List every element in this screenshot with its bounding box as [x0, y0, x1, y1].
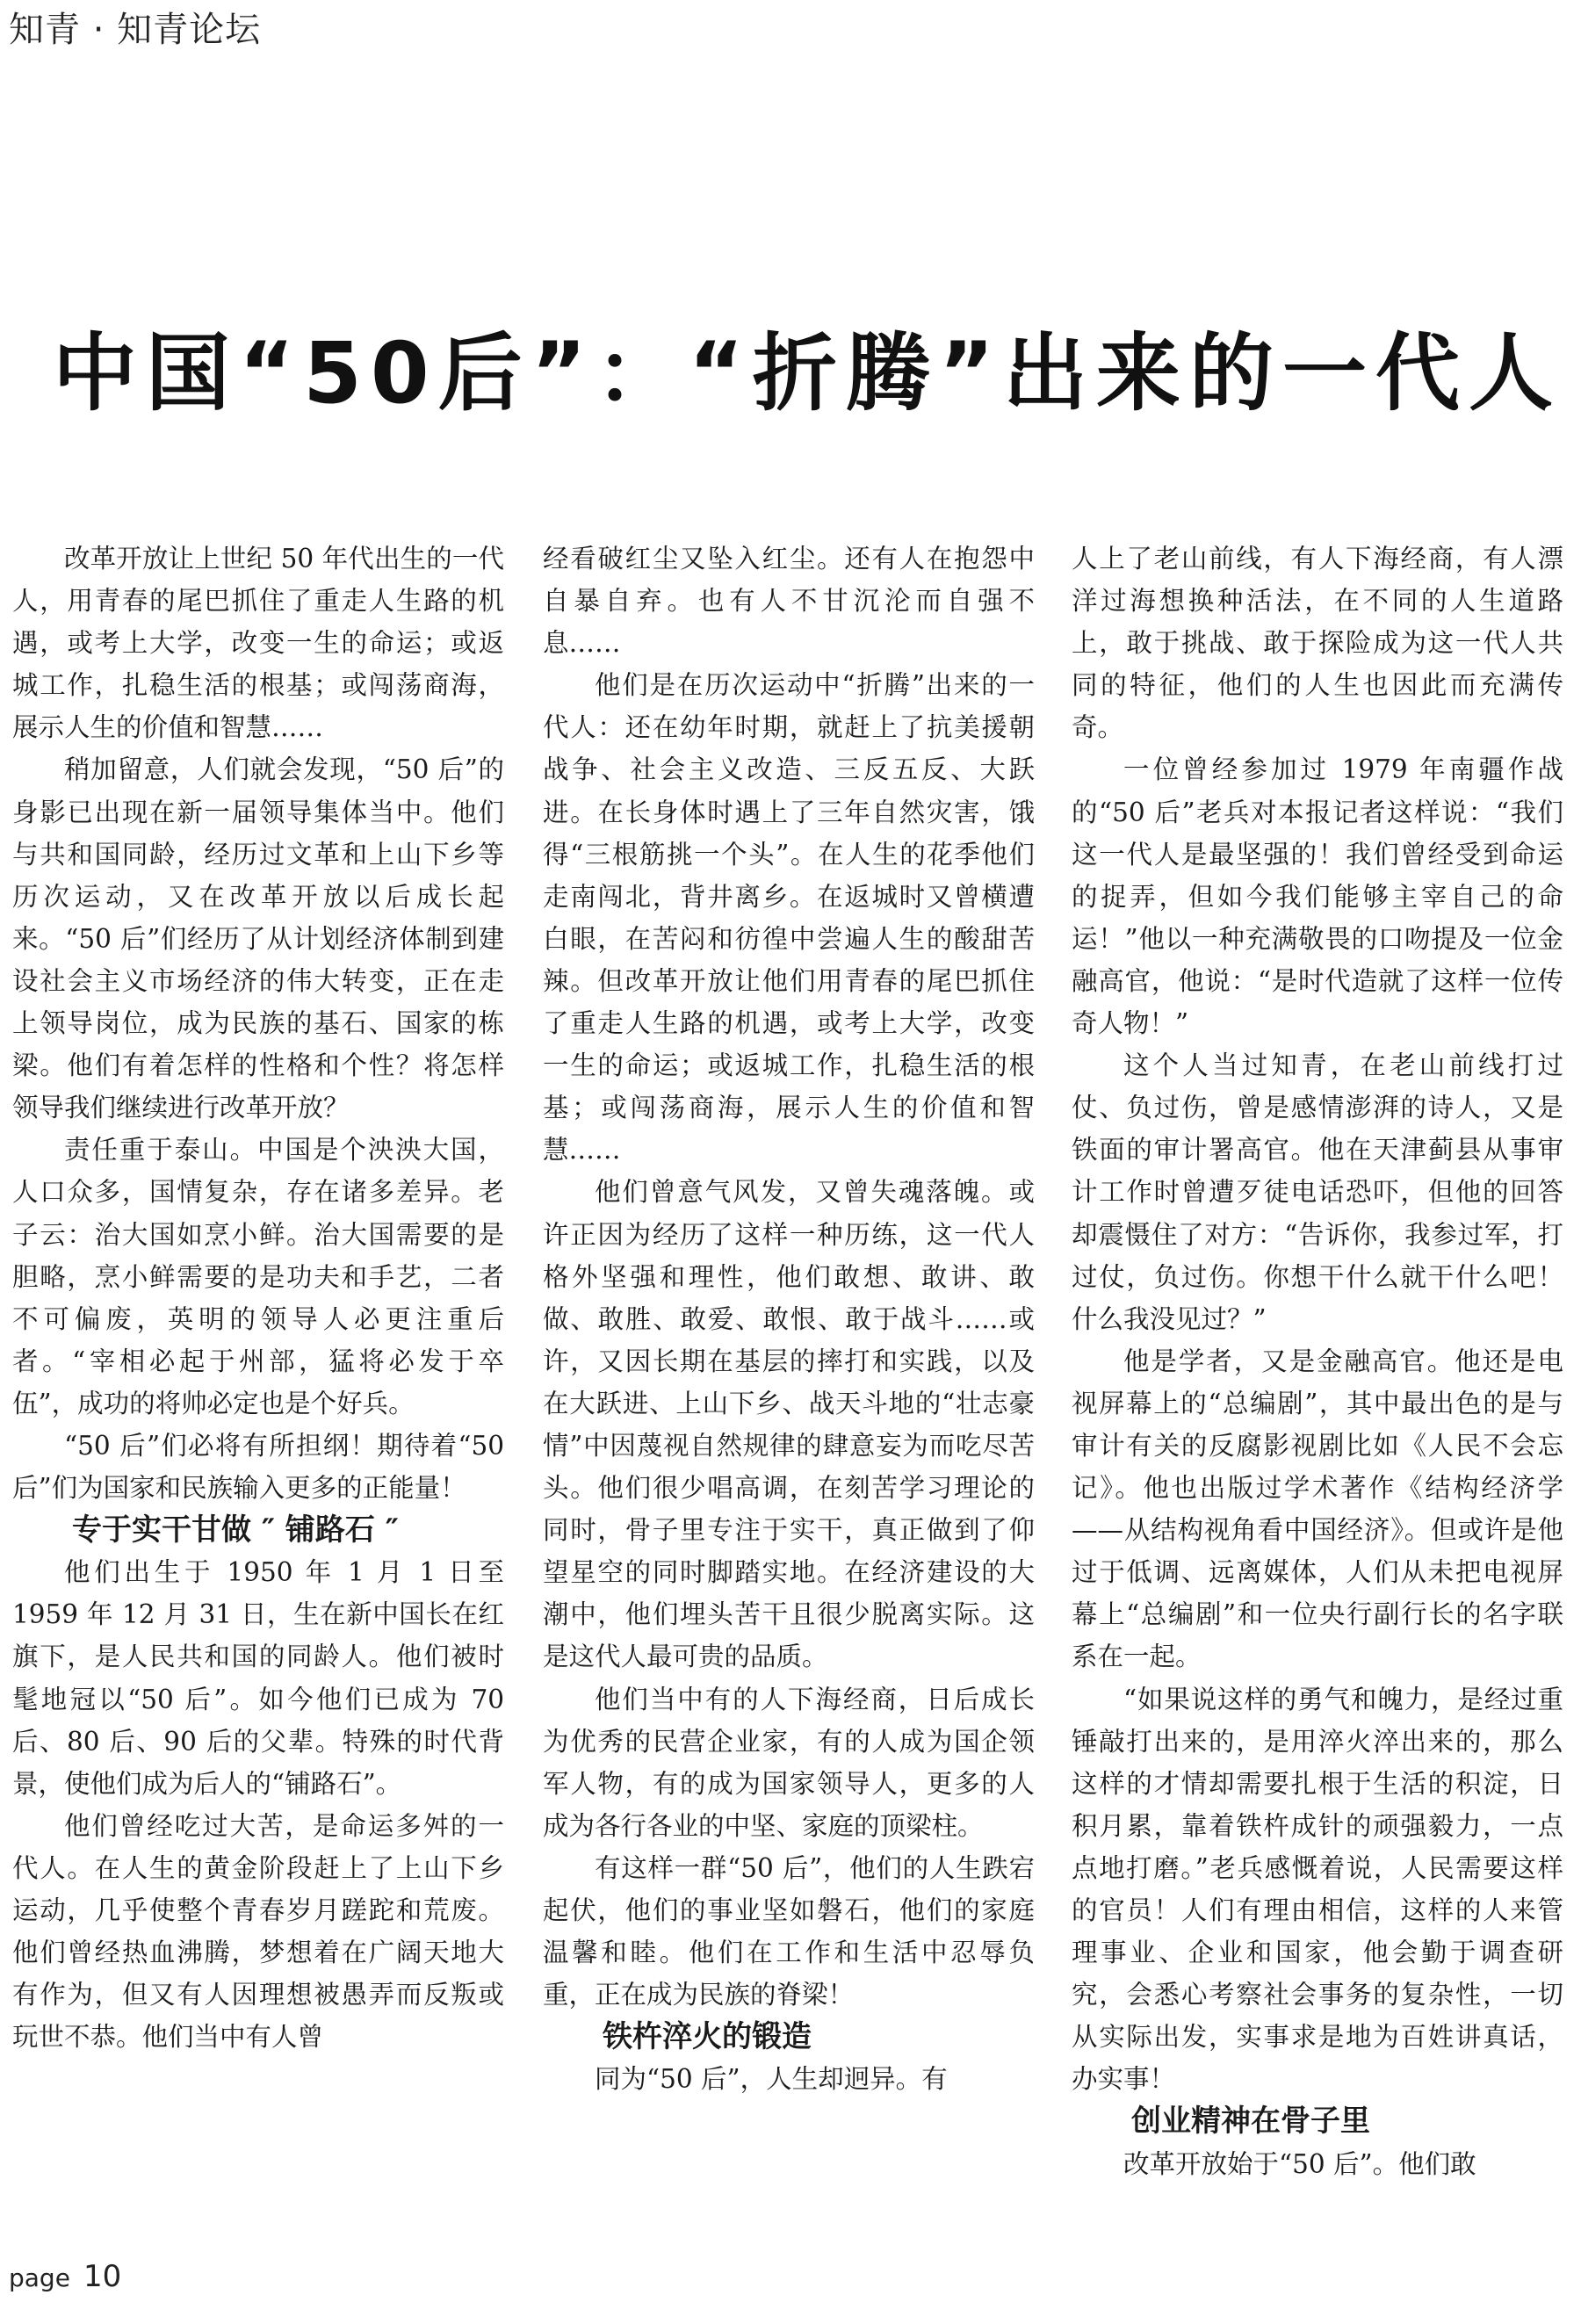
paragraph: 责任重于泰山。中国是个泱泱大国，人口众多，国情复杂，存在诸多差异。老子云：治大国如烹小鲜。治大国需要的是胆略，烹小鲜需要的是功夫和手艺，二者不可偏废，英明的领导人必更注重后者。“宰相必起于州部，猛将必发于卒伍”，成功的将帅必定也是个好兵。 [12, 1135, 504, 1418]
paragraph: 他们出生于 1950 年 1 月 1 日至 1959 年 12 月 31 日，生在新中国长在红旗下，是人民共和国的同龄人。他们被时髦地冠以“50 后”。如今他们已成为 70 后、80 后、90 后的父辈。特殊的时代背景，使他们成为后人的“铺路石”。 [12, 1557, 504, 1799]
paragraph: 他们是在历次运动中“折腾”出来的一代人：还在幼年时期，就赶上了抗美援朝战争、社会主义改造、三反五反、大跃进。在长身体时遇上了三年自然灾害，饿得“三根筋挑一个头”。在人生的花季他们走南闯北，背井离乡。在返城时又曾横遭白眼，在苦闷和彷徨中尝遍人生的酸甜苦辣。但改革开放让他们用青春的尾巴抓住了重走人生路的机遇，或考上大学，改变一生的命运；或返城工作，扎稳生活的根基；或闯荡商海，展示人生的价值和智慧…… [543, 670, 1035, 1166]
paragraph: 他们曾经吃过大苦，是命运多舛的一代人。在人生的黄金阶段赶上了上山下乡运动，几乎使整个青春岁月蹉跎和荒废。他们曾经热血沸腾，梦想着在广阔天地大有作为，但又有人因理想被愚弄而反叛或玩世不恭。他们当中有人曾 [12, 1810, 504, 2053]
section-header: 知青 · 知青论坛 [9, 10, 262, 50]
subheading: 铁杵淬火的锻造 [603, 2019, 812, 2055]
text-column-2 [543, 538, 1035, 2100]
article-title: 中国“50后”：“折腾”出来的一代人 [53, 324, 1562, 422]
paragraph: 他是学者，又是金融高官。他还是电视屏幕上的“总编剧”，其中最出色的是与审计有关的反腐影视剧比如《人民不会忘记》。他也出版过学术著作《结构经济学——从结构视角看中国经济》。但或许是他过于低调、远离媒体，人们从未把电视屏幕上“总编剧”和一位央行副行长的名字联系在一起。 [1072, 1346, 1563, 1672]
page-footer [9, 2259, 121, 2294]
subheading: 创业精神在骨子里 [1131, 2104, 1370, 2140]
subheading: 专于实干甘做 ″ 铺路石 ″ [72, 1512, 399, 1548]
paragraph: 稍加留意，人们就会发现，“50 后”的身影已出现在新一届领导集体当中。他们与共和国同龄，经历过文革和上山下乡等历次运动，又在改革开放以后成长起来。“50 后”们经历了从计划经济体制到建设社会主义市场经济的伟大转变，正在走上领导岗位，成为民族的基石、国家的栋梁。他们有着怎样的性格和个性？将怎样领导我们继续进行改革开放？ [12, 754, 504, 1123]
text-column-3 [1072, 538, 1563, 2185]
paragraph: 同为“50 后”，人生却迥异。有 [595, 2064, 948, 2095]
page-label: page [9, 2263, 70, 2292]
paragraph: 他们当中有的人下海经商，日后成长为优秀的民营企业家，有的人成为国企领军人物，有的成为国家领导人，更多的人成为各行各业的中坚、家庭的顶梁柱。 [543, 1684, 1035, 1841]
paragraph: 有这样一群“50 后”，他们的人生跌宕起伏，他们的事业坚如磐石，他们的家庭温馨和睦。他们在工作和生活中忍辱负重，正在成为民族的脊梁！ [543, 1852, 1035, 2010]
paragraph: 他们曾意气风发，又曾失魂落魄。或许正因为经历了这样一种历练，这一代人格外坚强和理性，他们敢想、敢讲、敢做、敢胜、敢爱、敢恨、敢于战斗……或许，又因长期在基层的摔打和实践，以及在大跃进、上山下乡、战天斗地的“壮志豪情”中因蔑视自然规律的肆意妄为而吃尽苦头。他们很少唱高调，在刻苦学习理论的同时，骨子里专注于实干，真正做到了仰望星空的同时脚踏实地。在经济建设的大潮中，他们埋头苦干且很少脱离实际。这是这代人最可贵的品质。 [543, 1177, 1035, 1672]
paragraph: “如果说这样的勇气和魄力，是经过重锤敲打出来的，是用淬火淬出来的，那么这样的才情却需要扎根于生活的积淀，日积月累，靠着铁杵成针的顽强毅力，一点点地打磨。”老兵感慨着说，人民需要这样的官员！人们有理由相信，这样的人来管理事业、企业和国家，他会勤于调查研究，会悉心考察社会事务的复杂性，一切从实际出发，实事求是地为百姓讲真话，办实事！ [1072, 1684, 1563, 2095]
paragraph: 改革开放让上世纪 50 年代出生的一代人，用青春的尾巴抓住了重走人生路的机遇，或考上大学，改变一生的命运；或返城工作，扎稳生活的根基；或闯荡商海，展示人生的价值和智慧…… [12, 544, 504, 743]
paragraph: 改革开放始于“50 后”。他们敢 [1123, 2148, 1476, 2179]
paragraph: “50 后”们必将有所担纲！期待着“50 后”们为国家和民族输入更多的正能量！ [12, 1430, 504, 1504]
text-column-1 [12, 538, 504, 2058]
page-number: 10 [83, 2259, 122, 2294]
paragraph: 这个人当过知青，在老山前线打过仗、负过伤，曾是感情澎湃的诗人，又是铁面的审计署高官。他在天津蓟县从事审计工作时曾遭歹徒电话恐吓，但他的回答却震慑住了对方：“告诉你，我参过军，打过仗，负过伤。你想干什么就干什么吧！什么我没见过？” [1072, 1050, 1563, 1334]
paragraph: 经看破红尘又坠入红尘。还有人在抱怨中自暴自弃。也有人不甘沉沦而自强不息…… [543, 544, 1035, 659]
paragraph: 一位曾经参加过 1979 年南疆作战的“50 后”老兵对本报记者这样说：“我们这一代人是最坚强的！我们曾经受到命运的捉弄，但如今我们能够主宰自己的命运！”他以一种充满敬畏的口吻提及一位金融高官，他说：“是时代造就了这样一位传奇人物！” [1072, 754, 1563, 1039]
paragraph: 人上了老山前线，有人下海经商，有人漂洋过海想换种活法，在不同的人生道路上，敢于挑战、敢于探险成为这一代人共同的特征，他们的人生也因此而充满传奇。 [1072, 544, 1563, 743]
